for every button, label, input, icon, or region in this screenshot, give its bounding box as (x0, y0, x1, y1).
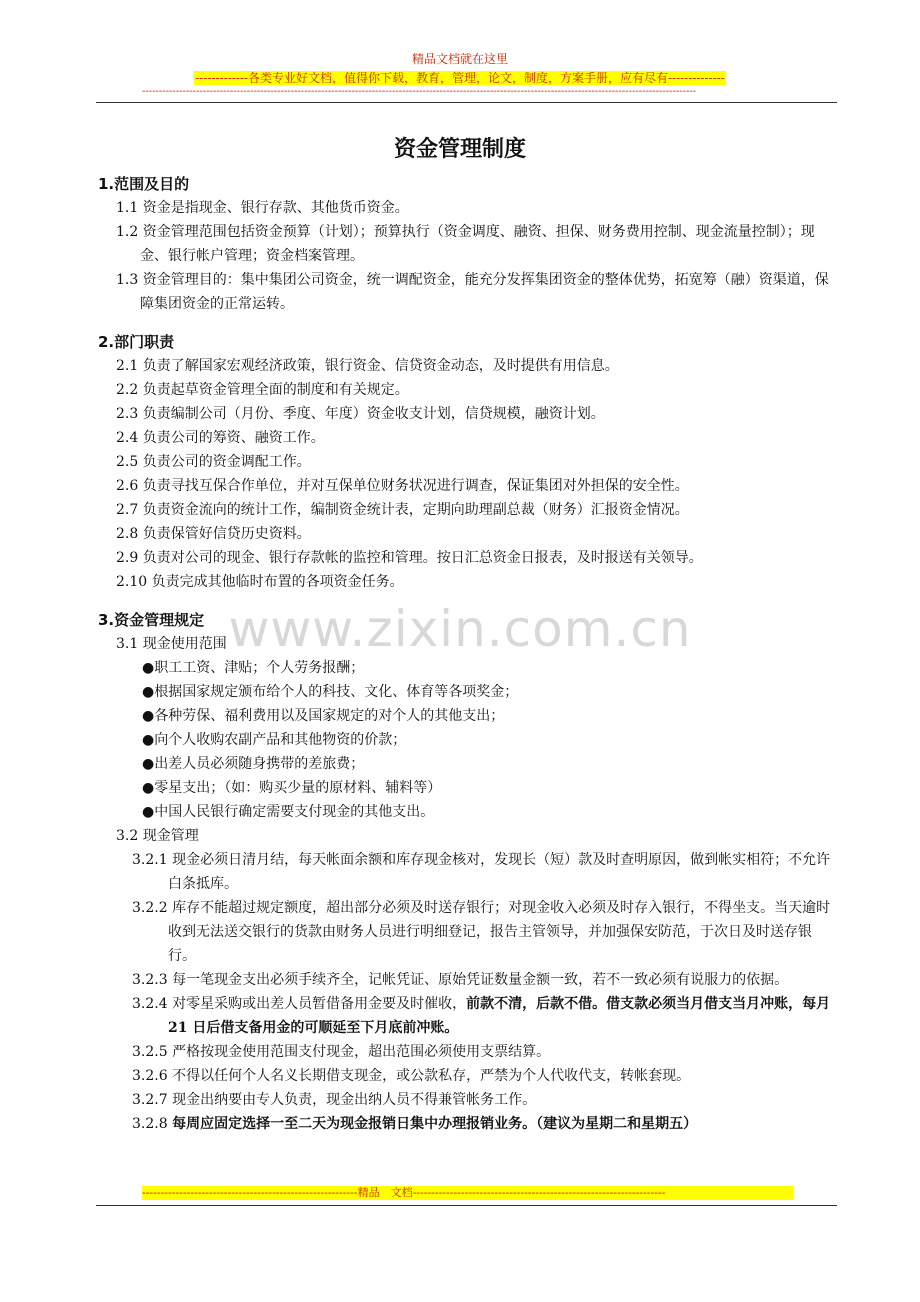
bullet-item: ●出差人员必须随身携带的差旅费； (142, 756, 365, 772)
footer-rule (96, 1205, 837, 1206)
header-dashes: -------------------------------------------------------------------------------------------------------------------------------------------------------------------- (142, 86, 697, 97)
list-item: 3.2.5 严格按现金使用范围支付现金，超出范围必须使用支票结算。 (132, 1044, 551, 1060)
section-heading-3: 3.资金管理规定 (98, 611, 205, 629)
item-plain-text: 3.2.4 对零星采购或出差人员暂借备用金要及时催收， (132, 996, 467, 1012)
header-top-line: 精品文档就在这里 (411, 52, 508, 66)
list-item: 1.1 资金是指现金、银行存款、其他货币资金。 (116, 200, 409, 216)
list-item: 2.4 负责公司的筹资、融资工作。 (116, 430, 325, 446)
list-item: 2.9 负责对公司的现金、银行存款帐的监控和管理。按日汇总资金日报表，及时报送有关领导。 (116, 550, 703, 566)
list-item: 2.5 负责公司的资金调配工作。 (116, 454, 311, 470)
list-item: 2.10 负责完成其他临时布置的各项资金任务。 (116, 574, 404, 590)
bullet-item: ●中国人民银行确定需要支付现金的其他支出。 (142, 804, 435, 820)
bullet-item: ●向个人收购农副产品和其他物资的价款； (142, 732, 407, 748)
bullet-item: ●各种劳保、福利费用以及国家规定的对个人的其他支出； (142, 708, 505, 724)
section-heading-1: 1.范围及目的 (98, 175, 190, 193)
bullet-item: ●根据国家规定颁布给个人的科技、文化、体育等各项奖金； (142, 684, 519, 700)
footer-banner: ----------------------------------------------------------精品 文档-------------------------------------------------------------------- (142, 1186, 793, 1200)
item-bold-text: 每周应固定选择一至二天为现金报销日集中办理报销业务。（建议为星期二和星期五） (172, 1116, 698, 1132)
page-title: 资金管理制度 (393, 137, 526, 162)
bullet-item: ●零星支出；（如：购买少量的原材料、辅料等） (142, 780, 442, 796)
list-item: 2.2 负责起草资金管理全面的制度和有关规定。 (116, 382, 409, 398)
list-item: 3.2.6 不得以任何个人名义长期借支现金，或公款私存，严禁为个人代收代支，转帐套现。 (132, 1068, 691, 1084)
list-item (98, 992, 838, 1040)
list-item: 3.2.7 现金出纳要由专人负责，现金出纳人员不得兼管帐务工作。 (132, 1092, 537, 1108)
list-item: 2.1 负责了解国家宏观经济政策，银行资金、信贷资金动态，及时提供有用信息。 (116, 358, 619, 374)
list-item: 2.8 负责保管好信贷历史资料。 (116, 526, 311, 542)
list-item: 1.3 资金管理目的：集中集团公司资金，统一调配资金，能充分发挥集团资金的整体优势，拓宽筹（融）资渠道，保障集团资金的正常运转。 (116, 272, 829, 312)
header-banner (0, 67, 920, 86)
subsection-heading-3-1: 3.1 现金使用范围 (116, 636, 227, 652)
section-heading-2: 2.部门职责 (98, 333, 175, 351)
document-body (98, 172, 838, 1136)
header-rule (96, 102, 837, 103)
bullet-item: ●职工工资、津贴；个人劳务报酬； (142, 660, 365, 676)
list-item: 2.6 负责寻找互保合作单位，并对互保单位财务状况进行调查，保证集团对外担保的安全性。 (116, 478, 689, 494)
list-item: 2.7 负责资金流向的统计工作，编制资金统计表，定期向助理副总裁（财务）汇报资金情况。 (116, 502, 689, 518)
item-plain-text: 3.2.8 (132, 1116, 173, 1132)
item-bold-text: 前款不清，后款不借。借支款必须当月借支当月冲账，每月 21 日后借支备用金的可顺延至下月底前冲账。 (168, 996, 831, 1036)
list-item: 3.2.2 库存不能超过规定额度，超出部分必须及时送存银行；对现金收入必须及时存入银行，不得坐支。当天逾时收到无法送交银行的货款由财务人员进行明细登记，报告主管领导，并加强保安防范，于次日及时送存银行。 (132, 900, 831, 964)
list-item: 1.2 资金管理范围包括资金预算（计划）；预算执行（资金调度、融资、担保、财务费用控制、现金流量控制）；现金、银行帐户管理；资金档案管理。 (116, 224, 815, 264)
subsection-heading-3-2: 3.2 现金管理 (116, 828, 199, 844)
list-item: 3.2.1 现金必须日清月结，每天帐面余额和库存现金核对，发现长（短）款及时查明原因，做到帐实相符；不允许白条抵库。 (132, 852, 831, 892)
header-banner-text: -------------各类专业好文档，值得你下载，教育，管理，论文，制度，方案手册，应有尽有-------------- (195, 71, 725, 85)
list-item (98, 1112, 838, 1136)
list-item: 3.2.3 每一笔现金支出必须手续齐全，记帐凭证、原始凭证数量金额一致，若不一致必须有说服力的依据。 (132, 972, 789, 988)
list-item: 2.3 负责编制公司（月份、季度、年度）资金收支计划，信贷规模，融资计划。 (116, 406, 605, 422)
watermark: www.zixin.com.cn (228, 600, 692, 658)
